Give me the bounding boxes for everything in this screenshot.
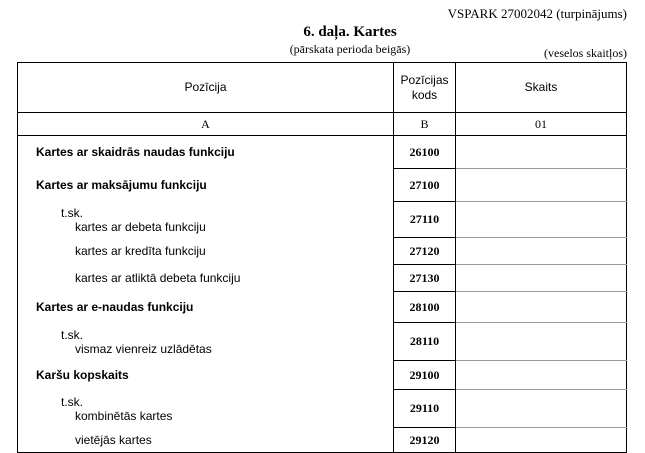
table-row — [18, 238, 627, 265]
count-cell-29110[interactable] — [456, 390, 627, 428]
section-title: 6. daļa. Kartes — [303, 24, 397, 40]
row-code: 27100 — [394, 169, 456, 202]
row-code: 29120 — [394, 428, 456, 453]
count-cell-29100[interactable] — [456, 361, 627, 390]
row-code: 26100 — [394, 136, 456, 169]
row-code: 27130 — [394, 265, 456, 292]
row-label — [18, 202, 394, 238]
row-label — [18, 323, 394, 361]
table-row — [18, 292, 627, 323]
column-index-row — [18, 113, 627, 136]
count-cell-27110[interactable] — [456, 202, 627, 238]
table-row — [18, 136, 627, 169]
count-cell-27130[interactable] — [456, 265, 627, 292]
units-note: (veselos skaitļos) — [544, 46, 627, 60]
column-header-code-line1: Pozīcijas — [400, 72, 449, 87]
row-code: 29110 — [394, 390, 456, 428]
row-label — [18, 390, 394, 428]
row-label: Kartes ar e-naudas funkciju — [18, 292, 394, 323]
table-row — [18, 428, 627, 453]
count-cell-27120[interactable] — [456, 238, 627, 265]
row-code: 29100 — [394, 361, 456, 390]
count-cell-28100[interactable] — [456, 292, 627, 323]
table-header-row — [18, 63, 627, 113]
table-row — [18, 265, 627, 292]
row-label-text: kombinētās kartes — [75, 408, 173, 423]
table-row — [18, 361, 627, 390]
column-header-code — [394, 63, 456, 113]
column-index-code: B — [394, 113, 456, 136]
column-header-position: Pozīcija — [18, 63, 394, 113]
row-label: Kartes ar maksājumu funkciju — [18, 169, 394, 202]
count-cell-26100[interactable] — [456, 136, 627, 169]
row-prefix: t.sk. — [61, 205, 84, 220]
table-row — [18, 169, 627, 202]
table-row — [18, 323, 627, 361]
row-label-text: vismaz vienreiz uzlādētas — [75, 341, 212, 356]
row-prefix: t.sk. — [61, 327, 84, 342]
row-label: vietējās kartes — [18, 428, 394, 453]
row-code: 28110 — [394, 323, 456, 361]
table-row — [18, 390, 627, 428]
count-cell-27100[interactable] — [456, 169, 627, 202]
column-header-code-line2: kods — [411, 87, 438, 102]
row-prefix: t.sk. — [61, 394, 84, 409]
row-label: Karšu kopskaits — [18, 361, 394, 390]
row-label: Kartes ar skaidrās naudas funkciju — [18, 136, 394, 169]
cards-table — [17, 62, 627, 453]
row-code: 27120 — [394, 238, 456, 265]
row-code: 28100 — [394, 292, 456, 323]
count-cell-28110[interactable] — [456, 323, 627, 361]
count-cell-29120[interactable] — [456, 428, 627, 453]
table-row — [18, 202, 627, 238]
column-index-count: 01 — [456, 113, 627, 136]
column-header-count: Skaits — [456, 63, 627, 113]
column-index-position: A — [18, 113, 394, 136]
row-label: kartes ar kredīta funkciju — [18, 238, 394, 265]
section-subtitle: (pārskata perioda beigās) — [289, 42, 411, 56]
row-label-text: kartes ar debeta funkciju — [75, 219, 206, 234]
row-code: 27110 — [394, 202, 456, 238]
row-label: kartes ar atliktā debeta funkciju — [18, 265, 394, 292]
form-code: VSPARK 27002042 (turpinājums) — [447, 6, 627, 21]
